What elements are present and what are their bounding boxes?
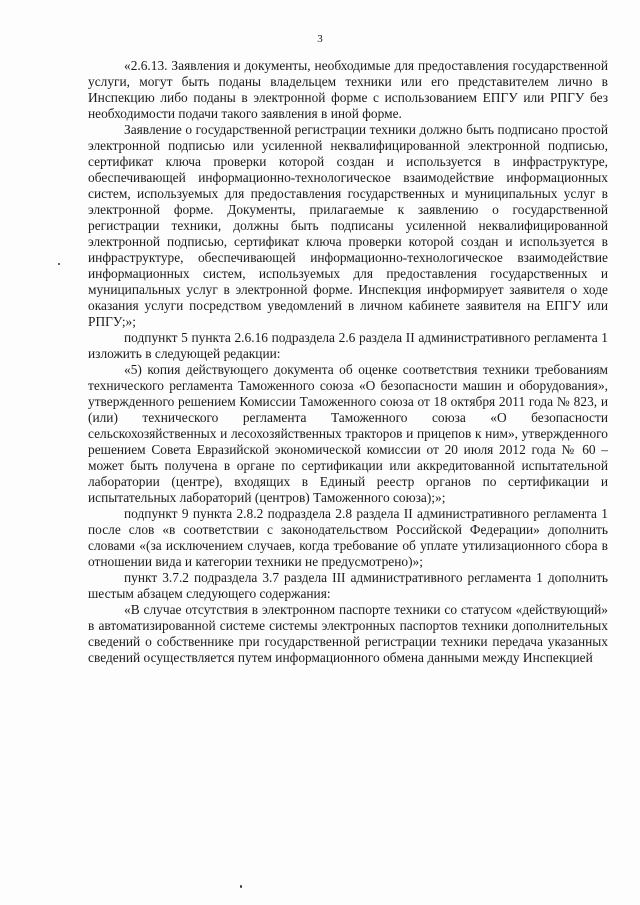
- paragraph-2-6-13: «2.6.13. Заявления и документы, необходимые для предоставления государственной услуги, могут быть поданы владельцем техники или его представителем лично в Инспекцию либо поданы в электронной форме с использованием ЕПГУ или РПГУ без необходимости подачи такого заявления в иной форме.: [88, 58, 608, 121]
- document-body: [88, 58, 608, 666]
- paragraph-electronic-passport: «В случае отсутствия в электронном паспорте техники со статусом «действующий» в автоматизированной системе системы электронных паспортов техники дополнительных сведений о собственнике при государственной регистрации техники передача указанных сведений осуществляется путем информационного обмена данными между Инспекцией: [88, 602, 608, 665]
- paragraph-subpoint-9-amendment: подпункт 9 пункта 2.8.2 подраздела 2.8 раздела II административного регламента 1 после слов «в соответствии с законодательством Российской Федерации» дополнить словами «(за исключением случаев, когда требование об уплате утилизационного сбора в отношении вида и категории техники не предусмотрено)»;: [88, 506, 608, 569]
- scan-speck: [240, 885, 242, 888]
- paragraph-subpoint-5-amendment: подпункт 5 пункта 2.6.16 подраздела 2.6 раздела II административного регламента 1 изложить в следующей редакции:: [88, 330, 608, 361]
- paragraph-subpoint-5-text: «5) копия действующего документа об оценке соответствия техники требованиям технического регламента Таможенного союза «О безопасности машин и оборудования», утвержденного решением Комиссии Таможенного союза от 18 октября 2011 года № 823, и (или) технического регламента Таможенного союза «О безопасности сельскохозяйственных и лесохозяйственных тракторов и прицепов к ним», утвержденного решением Совета Евразийской экономической комиссии от 20 июля 2012 года № 60 – может быть получена в органе по сертификации или аккредитованной испытательной лаборатории (центре), входящих в Единый реестр органов по сертификации и испытательных лабораторий (центров) Таможенного союза);»;: [88, 362, 608, 505]
- paragraph-3-7-2-amendment: пункт 3.7.2 подраздела 3.7 раздела III административного регламента 1 дополнить шестым абзацем следующего содержания:: [88, 570, 608, 601]
- paragraph-signature-requirements: Заявление о государственной регистрации техники должно быть подписано простой электронной подписью или усиленной неквалифицированной электронной подписью, сертификат ключа проверки которой создан и используется в инфраструктуре, обеспечивающей информационно-технологическое взаимодействие информационных систем, используемых для предоставления государственных и муниципальных услуг в электронной форме. Документы, прилагаемые к заявлению о государственной регистрации техники, должны быть подписаны усиленной неквалифицированной электронной подписью, сертификат ключа проверки которой создан и используется в инфраструктуре, обеспечивающей информационно-технологическое взаимодействие информационных систем, используемых для предоставления государственных и муниципальных услуг в электронной форме. Инспекция информирует заявителя о ходе оказания услуги посредством уведомлений в личном кабинете заявителя на ЕПГУ или РПГУ;»;: [88, 122, 608, 329]
- scan-speck: [58, 263, 60, 265]
- page-number: 3: [317, 33, 323, 45]
